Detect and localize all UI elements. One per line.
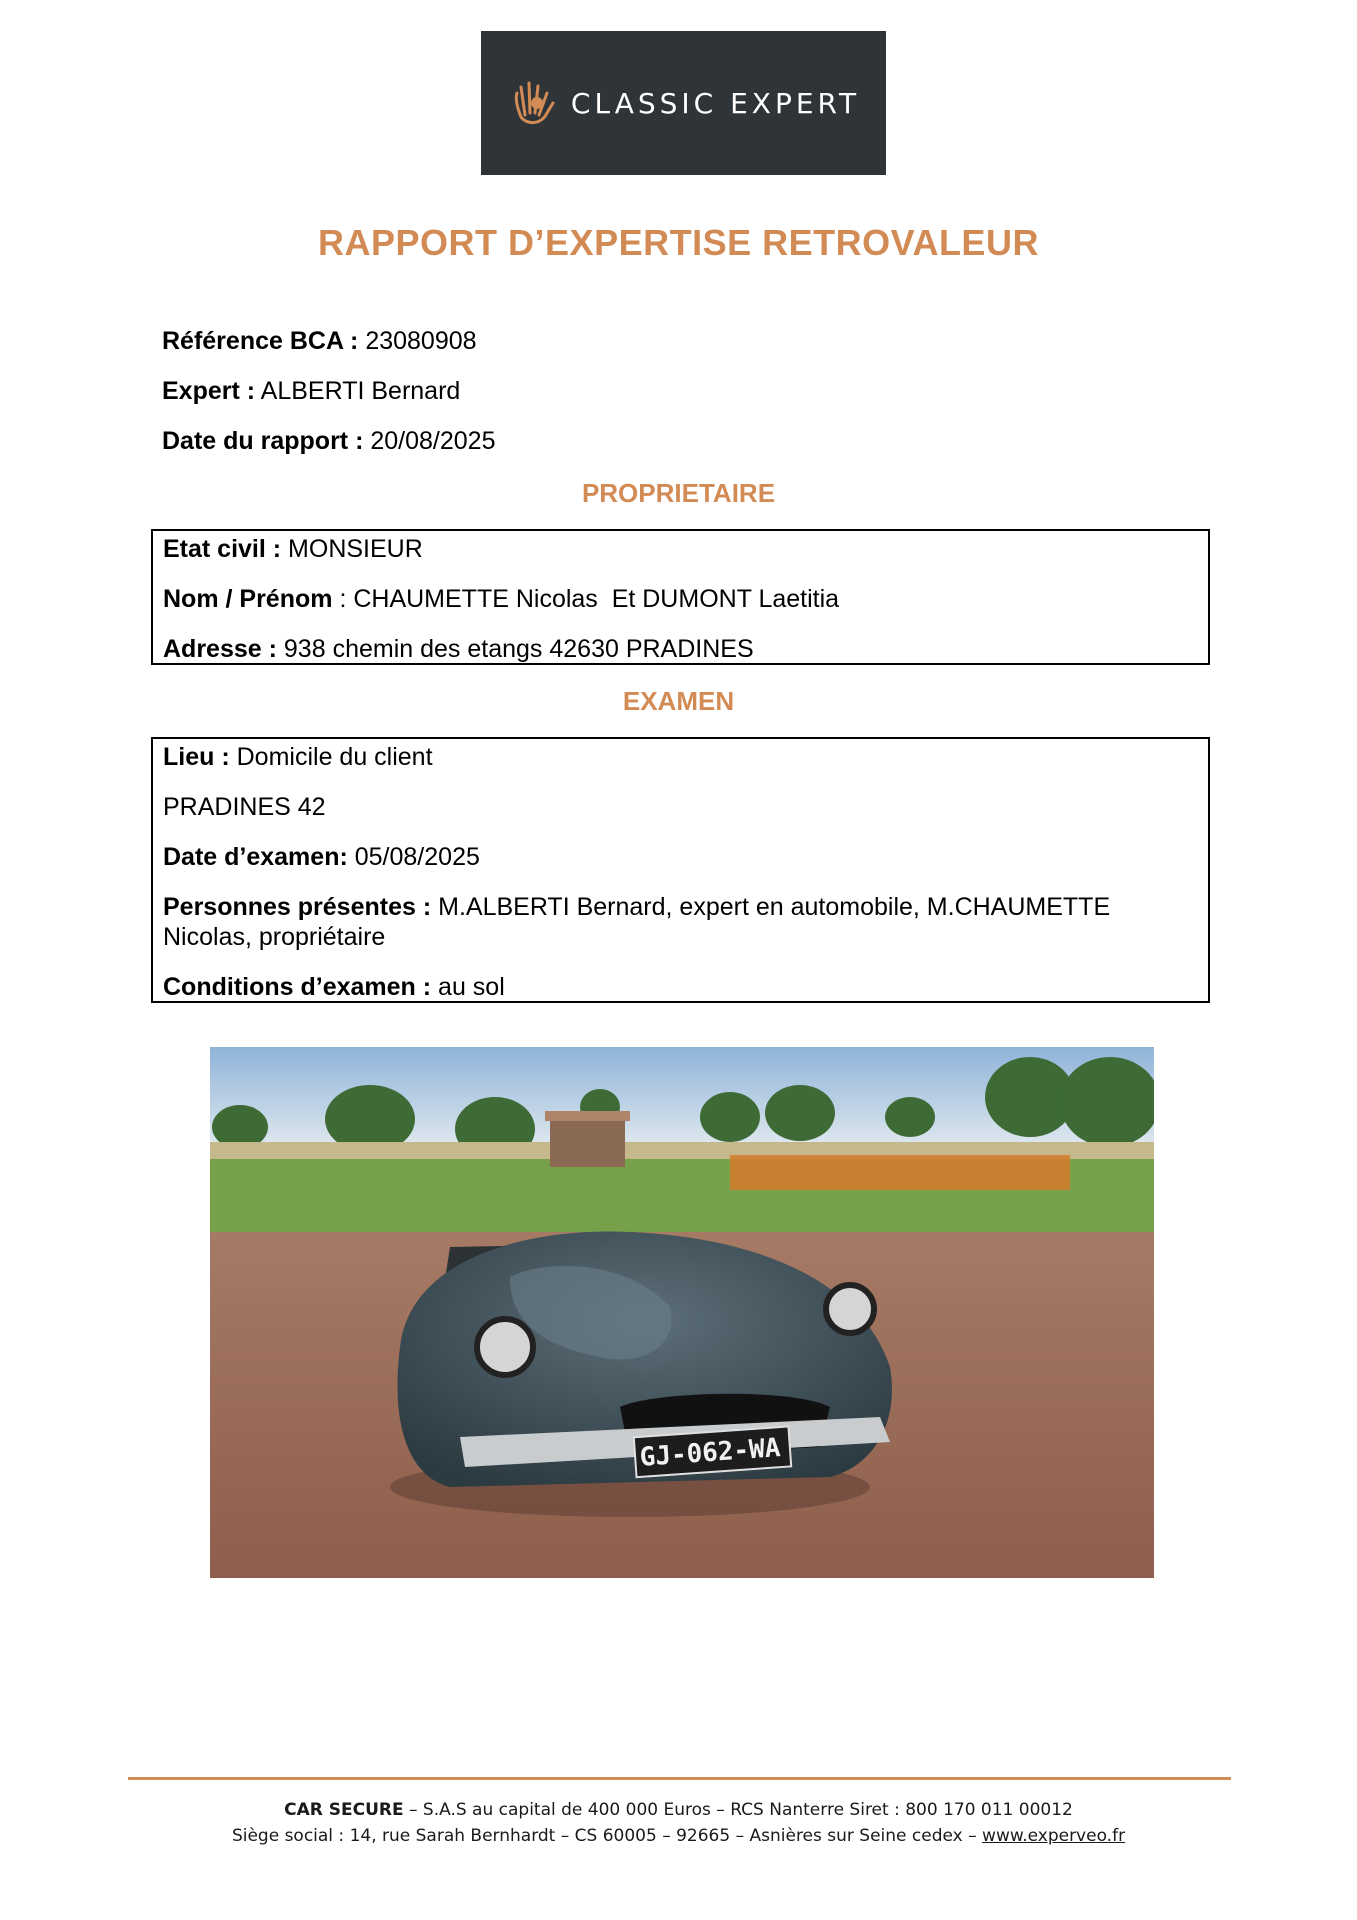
footer-address: Siège social : 14, rue Sarah Bernhardt – CS 60005 – 92665 – Asnières sur Seine cedex –: [231, 1826, 983, 1846]
footer-website-link[interactable]: www.experveo.fr: [982, 1826, 1126, 1846]
exam-box: [151, 737, 1210, 1003]
exam-date-label: Date d’examen:: [163, 843, 348, 871]
report-date-field: [162, 426, 495, 456]
name-row: [163, 584, 839, 614]
hand-icon: [507, 77, 559, 129]
report-date-label: Date du rapport :: [162, 427, 364, 455]
report-date-value: 20/08/2025: [370, 427, 496, 455]
expert-value: ALBERTI Bernard: [260, 377, 461, 405]
address-value: 938 chemin des etangs 42630 PRADINES: [283, 635, 754, 663]
conditions-row: [163, 972, 505, 1002]
owner-section-title: PROPRIETAIRE: [581, 478, 776, 508]
expert-field: [162, 376, 460, 406]
document-title: RAPPORT D’EXPERTISE RETROVALEUR: [318, 222, 1039, 263]
reference-field: [162, 326, 477, 356]
logo-text: CLASSIC EXPERT: [570, 86, 861, 120]
conditions-label: Conditions d’examen :: [163, 973, 432, 1001]
place-line2: PRADINES 42: [163, 793, 326, 821]
civil-label: Etat civil :: [163, 535, 282, 563]
exam-date-value: 05/08/2025: [354, 843, 480, 871]
address-label: Adresse :: [163, 635, 277, 663]
place-value: Domicile du client: [236, 743, 433, 771]
persons-row: [163, 892, 1110, 922]
reference-label: Référence BCA :: [162, 327, 359, 355]
vehicle-photo: [210, 1047, 1154, 1578]
persons-label: Personnes présentes :: [163, 893, 432, 921]
footer-line1-text: – S.A.S au capital de 400 000 Euros – RCS Nanterre Siret : 800 170 011 00012: [403, 1800, 1073, 1820]
license-plate: GJ-062-WA: [638, 1433, 782, 1473]
vehicle-photo-illustration: [210, 1047, 1154, 1578]
name-label: Nom / Prénom: [163, 585, 333, 613]
exam-date-row: [163, 842, 480, 872]
footer-line2: [0, 1826, 1357, 1846]
logo: [481, 31, 886, 175]
owner-box: [151, 529, 1210, 665]
reference-value: 23080908: [365, 327, 477, 355]
expert-label: Expert :: [162, 377, 256, 405]
persons-value-line2: Nicolas, propriétaire: [163, 923, 386, 951]
footer-divider: [128, 1777, 1231, 1780]
address-row: [163, 634, 754, 664]
civil-value: MONSIEUR: [288, 535, 423, 563]
name-value: : CHAUMETTE Nicolas Et DUMONT Laetitia: [339, 585, 840, 613]
footer-line1: [0, 1800, 1357, 1820]
exam-section-title: EXAMEN: [622, 686, 735, 716]
civil-row: [163, 534, 423, 564]
persons-value: M.ALBERTI Bernard, expert en automobile, M.CHAUMETTE: [438, 893, 1111, 921]
conditions-value: au sol: [438, 973, 505, 1001]
place-label: Lieu :: [163, 743, 230, 771]
place-row: [163, 742, 433, 772]
footer-company: CAR SECURE: [284, 1800, 404, 1820]
